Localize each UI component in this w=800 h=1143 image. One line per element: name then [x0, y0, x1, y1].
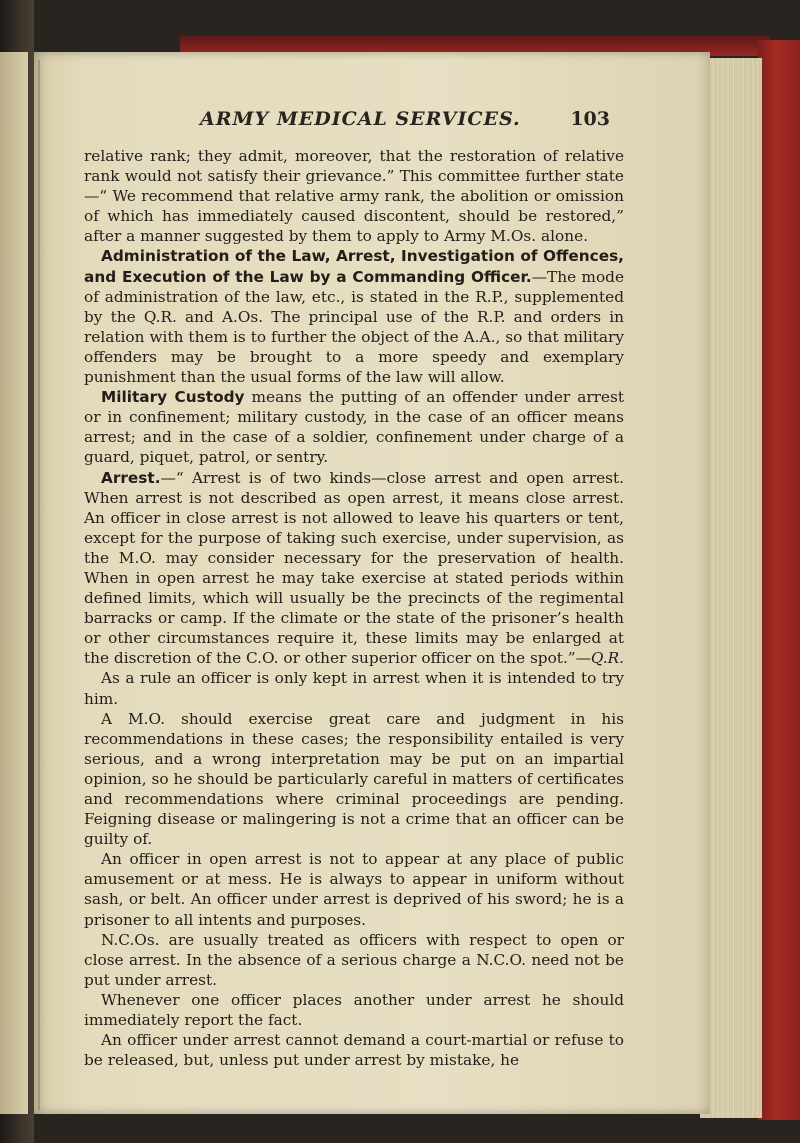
book-cover-right	[758, 40, 800, 1120]
paragraph: An officer under arrest cannot demand a court-martial or refuse to be released, but, unless put under arrest by mistake, he	[84, 1031, 624, 1070]
paragraph-administration	[84, 246, 624, 387]
paragraph-text: —“ Arrest is of two kinds—close arrest and open arrest. When arrest is not described as open arrest, it means close arrest. An officer in close arrest is not allowed to leave his quarters or tent, except for the purpose of taking such exercise, under supervision, as the M.O. may consider necessary for the preservation of health. When in open arrest he may take exercise at stated periods within defined limits, which will usually be the precincts of the regimental barracks or camp. If the climate or the state of the prisoner’s health or other circumstances require it, these limits may be enlarged at the discretion of the C.O. or other superior officer on the spot.”—	[84, 468, 624, 668]
citation: Q.R.	[590, 649, 624, 668]
paragraph: As a rule an officer is only kept in arrest when it is intended to try him.	[84, 669, 624, 708]
section-heading-administration: Administration of the Law, Arrest, Investigation of Offences, and Execution of the Law by a Commanding Officer.	[84, 247, 624, 286]
page-number: 103	[570, 108, 610, 130]
running-title: ARMY MEDICAL SERVICES.	[200, 108, 521, 130]
paragraph-text: —The mode of administration of the law, etc., is stated in the R.P., supplemented by the Q.R. and A.Os. The principal use of the R.P. and orders in relation with them is to further the object of the A.A., so that military offenders may be brought to a more speedy and exemplary punishment than the usual forms of the law will allow.	[84, 267, 624, 387]
paragraph-continuation: relative rank; they admit, moreover, that the restoration of relative rank would not satisfy their grievance.” This committee further state—“ We recommend that relative army rank, the abolition or omission of which has immediately caused discontent, should be restored,” after a manner suggested by them to apply to Army M.Os. alone.	[84, 147, 624, 246]
section-heading-arrest: Arrest.	[101, 468, 161, 487]
left-page-leaf	[0, 52, 28, 1114]
page-header	[200, 108, 610, 136]
paragraph-military-custody	[84, 387, 624, 467]
page-body	[84, 146, 624, 1070]
paragraph-arrest	[84, 468, 624, 669]
paragraph: N.C.Os. are usually treated as officers with respect to open or close arrest. In the absence of a serious charge a N.C.O. need not be put under arrest.	[84, 930, 624, 989]
paragraph-text: means the putting of an offender under arrest or in confinement; military custody, in the case of an officer means arrest; and in the case of a soldier, confinement under charge of a guard, piquet, patrol, or sentry.	[84, 388, 624, 467]
paragraph: A M.O. should exercise great care and judgment in his recommendations in these cases; the responsibility entailed is very serious, and a wrong interpretation may be put on an impartial opinion, so he should be particularly careful in matters of certificates and recommendations where criminal proceedings are pending. Feigning disease or malingering is not a crime that an officer can be guilty of.	[84, 709, 624, 849]
paragraph: Whenever one officer places another under arrest he should immediately report the fact.	[84, 990, 624, 1030]
gutter-line	[38, 60, 40, 1110]
section-heading-military-custody: Military Custody	[101, 388, 245, 407]
paragraph: An officer in open arrest is not to appear at any place of public amusement or at mess. He is always to appear in uniform without sash, or belt. An officer under arrest is deprived of his sword; he is a prisoner to all intents and purposes.	[84, 850, 624, 929]
